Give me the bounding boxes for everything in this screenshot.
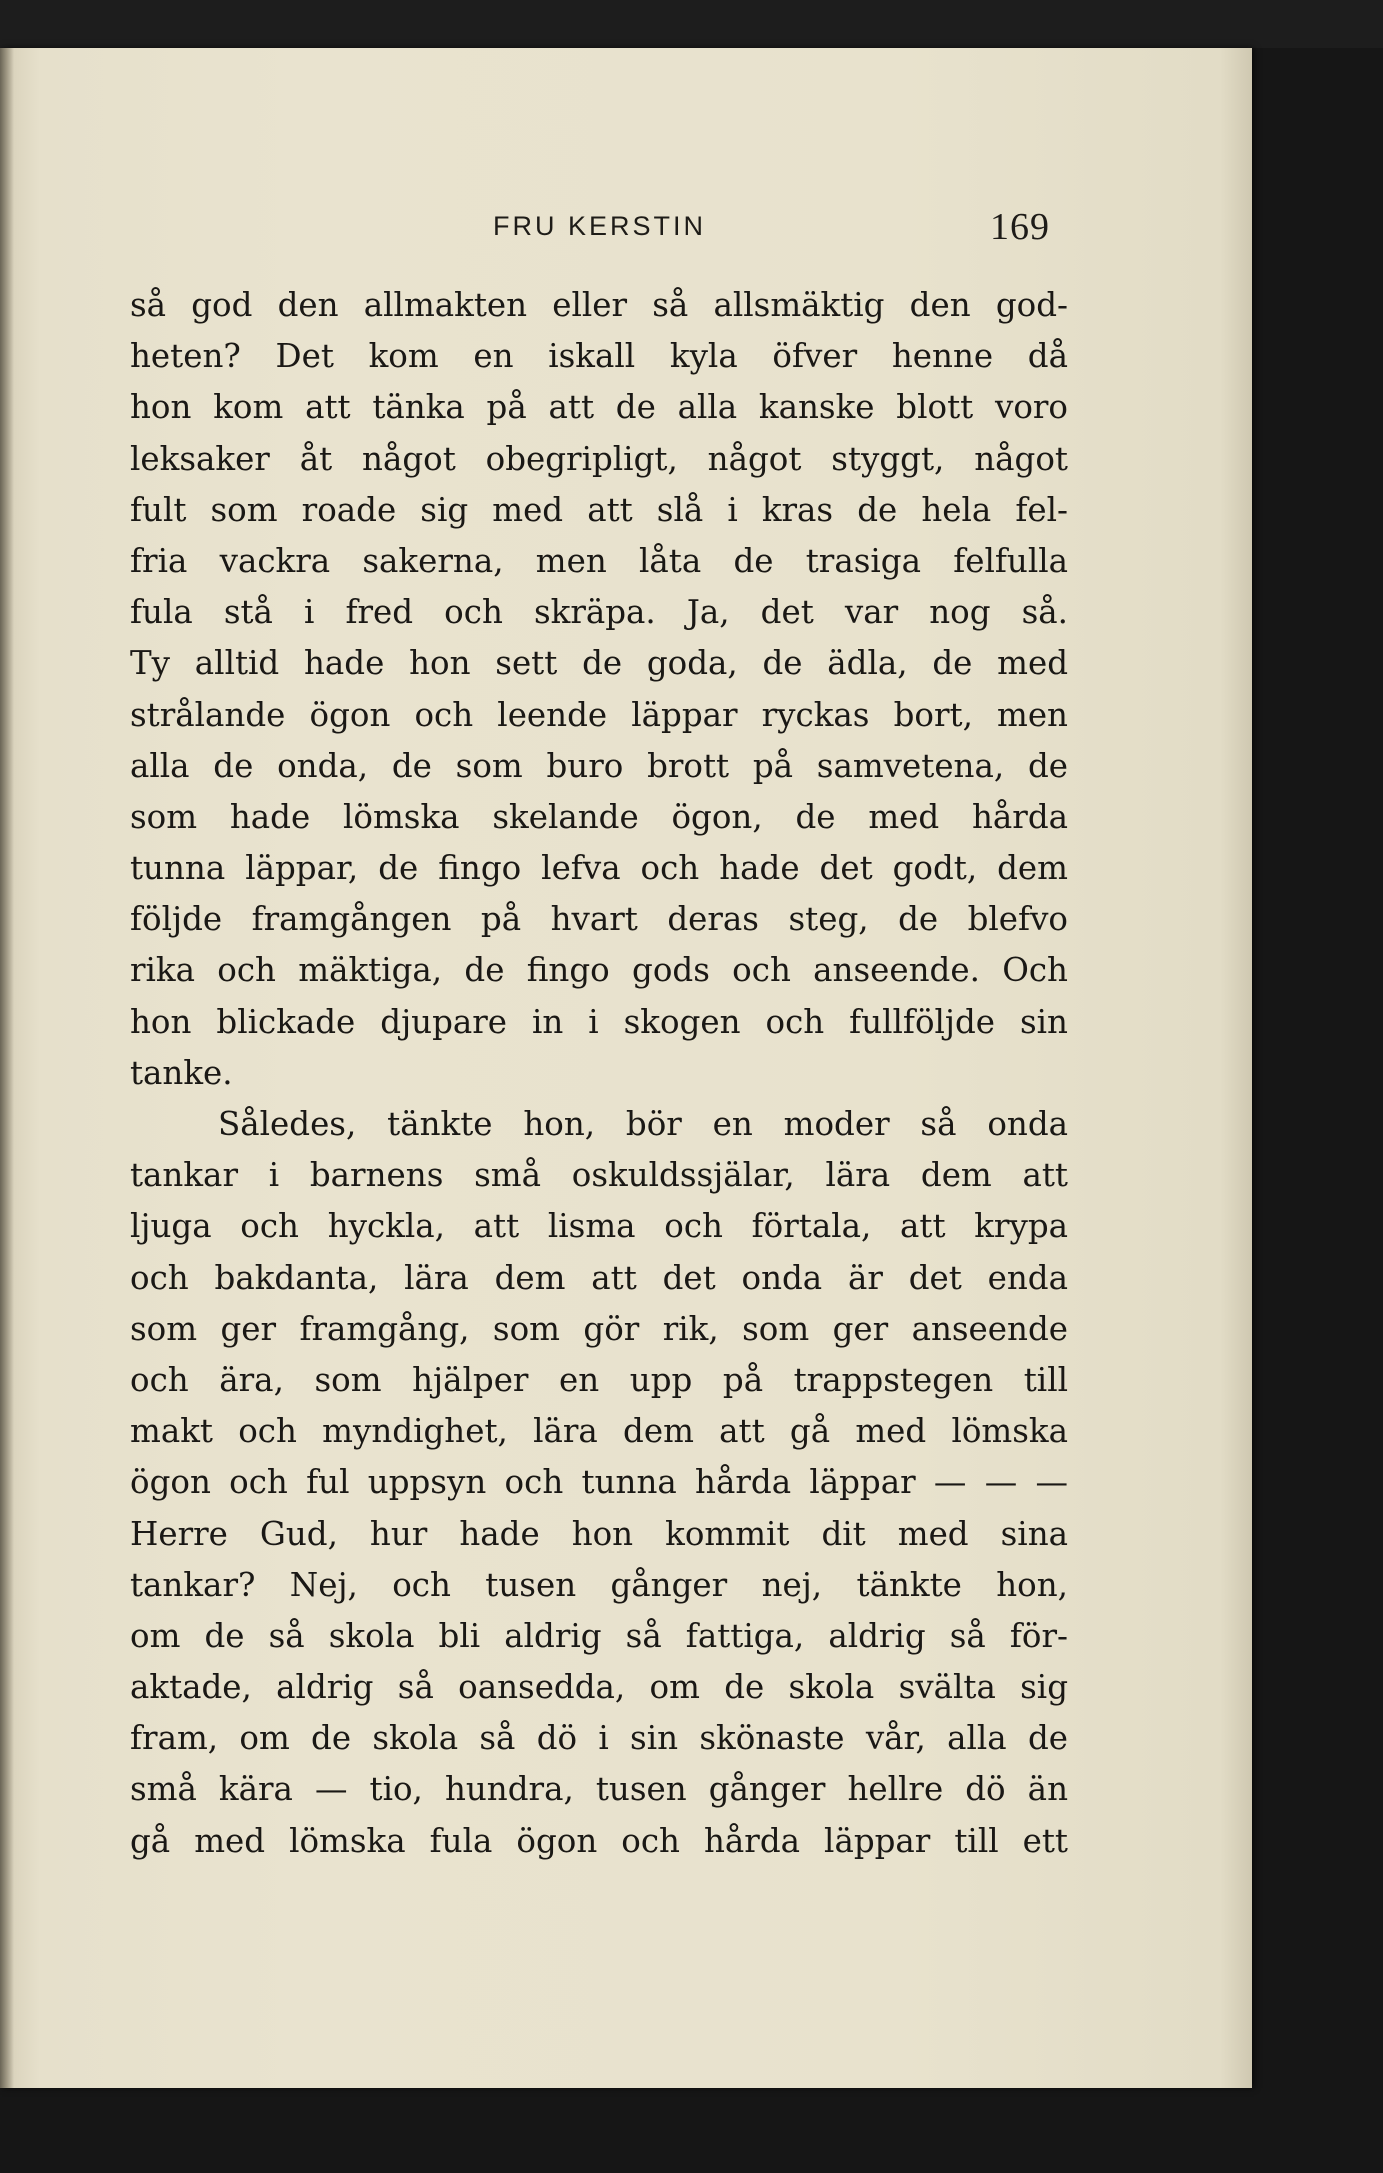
text-line: Ty alltid hade hon sett de goda, de ädla, de med (130, 644, 1068, 683)
text-line: strålande ögon och leende läppar ryckas bort, men (130, 695, 1068, 734)
scanner-top-edge (0, 0, 1383, 48)
text-line: leksaker åt något obegripligt, något styggt, något (130, 439, 1068, 478)
paragraph-start-line: Således, tänkte hon, bör en moder så onda (218, 1105, 1068, 1143)
page-number: 169 (990, 206, 1050, 248)
text-line: makt och myndighet, lära dem att gå med lömska (130, 1412, 1068, 1451)
text-line: om de så skola bli aldrig så fattiga, aldrig så för- (130, 1616, 1068, 1655)
text-line: alla de onda, de som buro brott på samvetena, de (130, 746, 1068, 785)
text-line: Herre Gud, hur hade hon kommit dit med sina (130, 1514, 1068, 1553)
page-gutter-shadow (0, 48, 14, 2088)
text-line: tankar? Nej, och tusen gånger nej, tänkte hon, (130, 1565, 1068, 1604)
text-line: aktade, aldrig så oansedda, om de skola svälta sig (130, 1668, 1068, 1707)
body-text (130, 280, 1068, 1867)
text-line: fram, om de skola så dö i sin skönaste vår, alla de (130, 1719, 1068, 1758)
text-line: och ära, som hjälper en upp på trappstegen till (130, 1360, 1068, 1399)
text-line: som hade lömska skelande ögon, de med hårda (130, 797, 1068, 836)
text-line: som ger framgång, som gör rik, som ger anseende (130, 1309, 1068, 1348)
text-line: och bakdanta, lära dem att det onda är det enda (130, 1258, 1068, 1297)
text-line: gå med lömska fula ögon och hårda läppar till ett (130, 1821, 1068, 1860)
text-line: hon blickade djupare in i skogen och fullföljde sin (130, 1002, 1068, 1041)
text-line: så god den allmakten eller så allsmäktig den god- (130, 286, 1068, 324)
text-line: heten? Det kom en iskall kyla öfver henne då (130, 337, 1068, 376)
text-line: ögon och ful uppsyn och tunna hårda läppar — — — (130, 1463, 1068, 1502)
text-line: tunna läppar, de fingo lefva och hade det godt, dem (130, 849, 1068, 888)
running-head-title: FRU KERSTIN (493, 211, 707, 241)
text-line: hon kom att tänka på att de alla kanske blott voro (130, 388, 1068, 427)
text-line: fult som roade sig med att slå i kras de hela fel- (130, 490, 1068, 529)
running-head (0, 205, 1252, 248)
text-line: fula stå i fred och skräpa. Ja, det var nog så. (130, 593, 1068, 632)
text-line: ljuga och hyckla, att lisma och förtala, att krypa (130, 1207, 1068, 1246)
text-line: följde framgången på hvart deras steg, de blefvo (130, 900, 1068, 939)
text-line: rika och mäktiga, de fingo gods och anseende. Och (130, 951, 1068, 990)
text-line: tankar i barnens små oskuldssjälar, lära dem att (130, 1156, 1068, 1195)
text-line: fria vackra sakerna, men låta de trasiga felfulla (130, 541, 1068, 580)
paragraph-end-line: tanke. (130, 1053, 233, 1092)
text-line: små kära — tio, hundra, tusen gånger hellre dö än (130, 1770, 1068, 1809)
